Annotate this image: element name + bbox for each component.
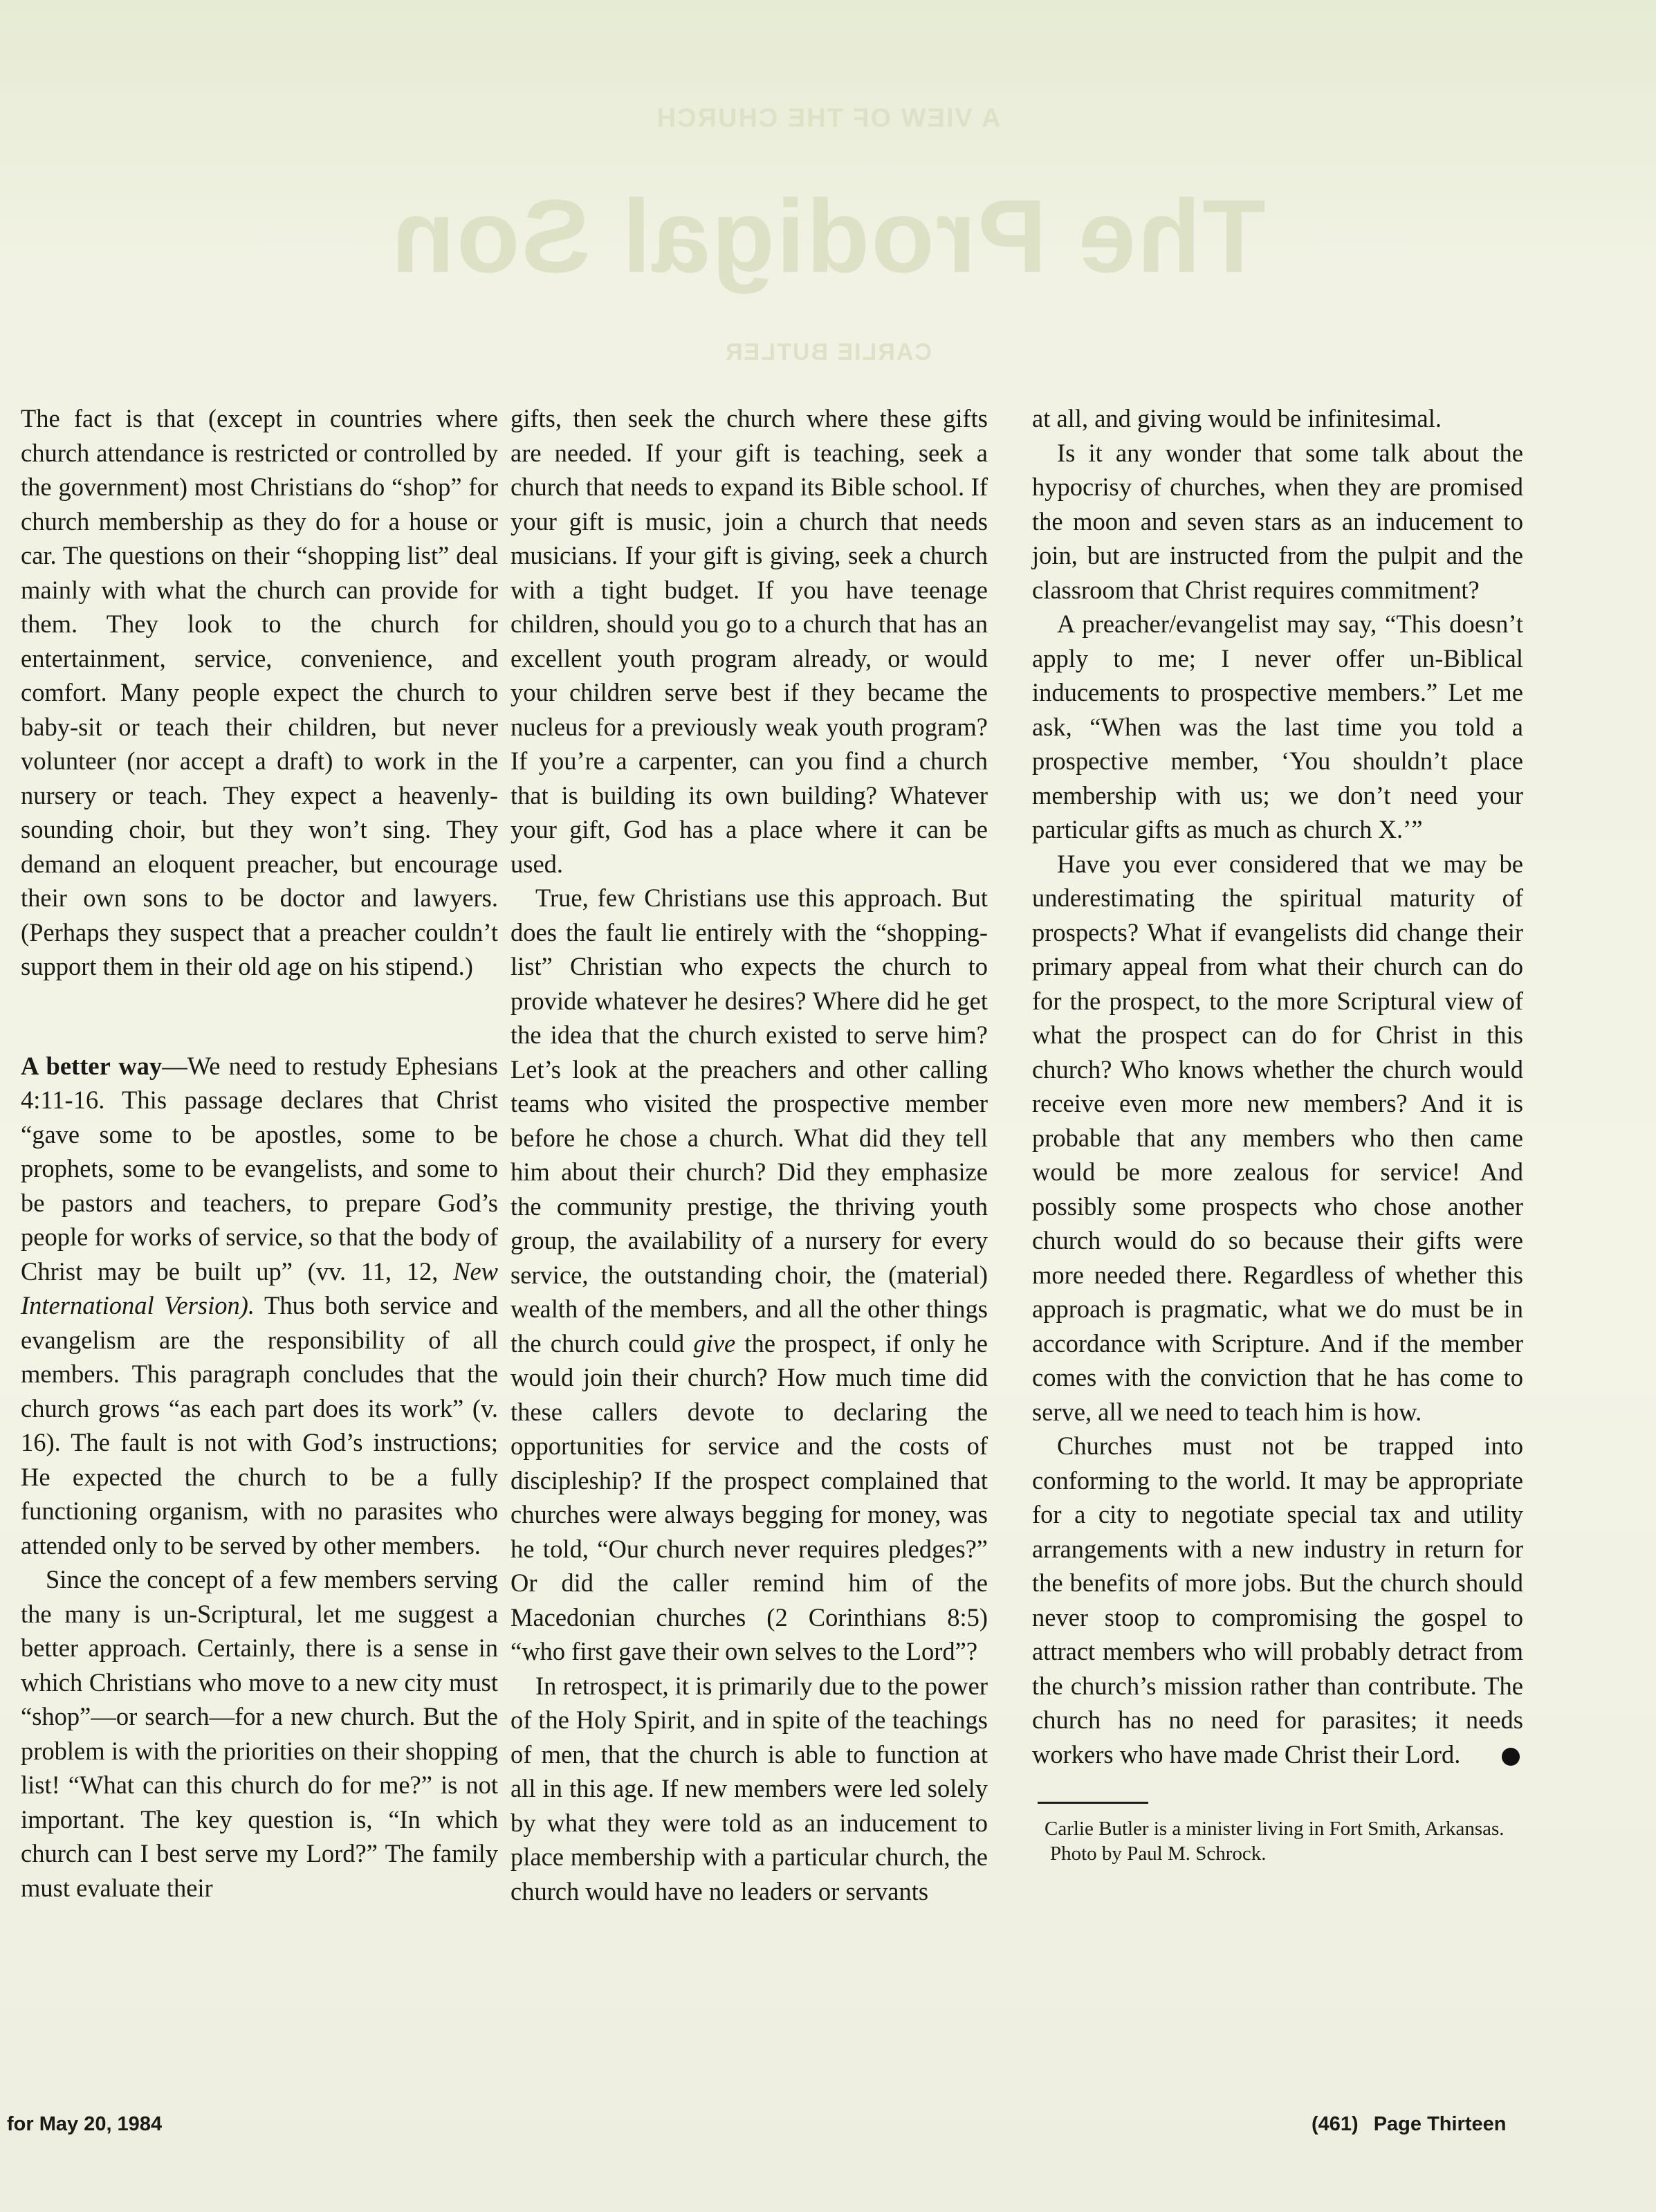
paragraph: gifts, then seek the church where these gifts are needed. If your gift is teaching, seek a church that needs to expand its Bible school. If your gift is music, join a church that needs musicians. If your gift is giving, seek a church with a tight budget. If you have teenage children, should you go to a church that has an excellent youth program already, or would your children serve best if they became the nucleus for a previously weak youth program? If you’re a carpenter, can you find a church that is building its own building? Whatever your gift, God has a place where it can be used. bbox=[510, 404, 988, 878]
paragraph: In retrospect, it is primarily due to the power of the Holy Spirit, and in spite of the teachings of men, that the church is able to function at all in this age. If new members were led solely by what they were told as an inducement to place membership with a particular church, the church would have no leaders or servants bbox=[510, 1671, 988, 1905]
article-column-2 bbox=[510, 401, 988, 1908]
article-column-3 bbox=[1032, 401, 1523, 1866]
paragraph: Is it any wonder that some talk about the hypocrisy of churches, when they are promised the moon and seven stars as an inducement to join, but are instructed from the pulpit and the classroom that Christ requires commitment? bbox=[1032, 438, 1523, 604]
page-name: Page Thirteen bbox=[1373, 2113, 1507, 2135]
ghost-byline: CARLIE BUTLER bbox=[724, 339, 932, 365]
paragraph: Since the concept of a few members serving the many is un-Scriptural, let me suggest a better approach. Certainly, there is a sense in which Christians who move to a new city must “shop”—or search—for a new church. But the problem is with the priorities on their shopping list! “What can this church do for me?” is not important. The key question is, “In which church can I best serve my Lord?” The family must evaluate their bbox=[21, 1565, 498, 1902]
paragraph-text: Churches must not be trapped into conforming to the world. It may be appropriate for a city to negotiate special tax and utility arrangements with a new industry in return for the benefits of more jobs. But the church should never stoop to compromising the gospel to attract members who will probably detract from the church’s mission rather than contribute. The church has no need for parasites; it needs workers who have made Christ their Lord. bbox=[1032, 1432, 1523, 1768]
paragraph: at all, and giving would be infinitesimal. bbox=[1032, 404, 1442, 432]
article-column-1 bbox=[21, 401, 498, 1905]
author-note bbox=[1032, 1816, 1523, 1866]
emphasis-give: give bbox=[693, 1328, 736, 1358]
paragraph bbox=[510, 881, 988, 1669]
bible-version: New International Version). bbox=[21, 1256, 498, 1319]
paragraph: A preacher/evangelist may say, “This doesn’t apply to me; I never offer un-Biblical inducements to prospective members.” Let me ask, “When was the last time you told a prospective member, ‘You shouldn’t place membership with us; we don’t need your particular gifts as much as church X.’” bbox=[1032, 610, 1523, 843]
paragraph-better-way bbox=[21, 1049, 498, 1563]
end-mark-icon bbox=[1502, 1748, 1520, 1766]
paragraph-text: the prospect, if only he would join their church? How much time did these callers devote to declaring the opportunities for service and the costs of discipleship? If the prospect complained that churches were always begging for money, was he told, “Our church never requires pledges?” Or did the caller remind him of the Macedonian churches (2 Corinthians 8:5) “who first gave their own selves to the Lord”? bbox=[510, 1328, 988, 1665]
ghost-kicker: A VIEW OF THE CHURCH bbox=[655, 104, 1001, 133]
paragraph-final bbox=[1032, 1429, 1523, 1771]
footer-date: for May 20, 1984 bbox=[7, 2113, 163, 2135]
photo-credit: Photo by Paul M. Schrock. bbox=[1050, 1843, 1267, 1865]
paragraph: Have you ever considered that we may be underestimating the spiritual maturity of prospects? What if evangelists did change their primary appeal from what their church can do for the prospect, to the more Scriptural view of what the prospect can do for Christ in this church? Who knows whether the church would receive even more new members? And it is probable that any members who then came would be more zealous for service! And possibly some prospects who chose another church would do so because their gifts were more needed there. Regardless of whether this approach is pragmatic, what we do must be in accordance with Scripture. And if the member comes with the conviction that he has come to serve, all we need to teach him is how. bbox=[1032, 849, 1523, 1426]
author-bio: Carlie Butler is a minister living in Fort Smith, Arkansas. bbox=[1045, 1818, 1505, 1840]
paragraph: The fact is that (except in countries where church attendance is restricted or controlled by the government) most Christians do “shop” for church membership as they do for a house or car. The questions on their “shopping list” deal mainly with what the church can provide for them. They look to the church for entertainment, service, convenience, and comfort. Many people expect the church to baby-sit or teach their children, but never volunteer (nor accept a draft) to work in the nursery or teach. They expect a heavenly-sounding choir, but they won’t sing. They demand an eloquent preacher, but encourage their own sons to be doctor and lawyers. (Perhaps they suspect that a preacher couldn’t support them in their old age on his stipend.) bbox=[21, 404, 498, 980]
divider bbox=[1038, 1802, 1148, 1804]
paragraph-text: Thus both service and evangelism are the responsibility of all members. This paragraph concludes that the church grows “as each part does its work” (v. 16). The fault is not with God’s instructions; He expected the church to be a fully functioning organism, with no parasites who attended only to be served by other members. bbox=[21, 1291, 498, 1560]
paragraph-text: True, few Christians use this approach. But does the fault lie entirely with the “shopping-list” Christian who expects the church to provide whatever he desires? Where did he get the idea that the church existed to serve him? Let’s look at the preachers and other calling teams who visited the prospective member before he chose a church. What did they tell him about their church? Did they emphasize the community prestige, the thriving youth group, the availability of a nursery for every service, the outstanding choir, the (material) wealth of the members, and all the other things the church could bbox=[510, 884, 988, 1358]
footer-page bbox=[1312, 2113, 1506, 2136]
run-in-heading: A better way bbox=[21, 1051, 163, 1080]
page-code: (461) bbox=[1312, 2113, 1359, 2135]
ghost-title: The Prodigal Son bbox=[390, 178, 1266, 294]
paragraph-text: —We need to restudy Ephesians 4:11-16. This passage declares that Christ “gave some to be apostles, some to be prophets, some to be evangelists, and some to be pastors and teachers, to prepare God’s people for works of service, so that the body of Christ may be built up” (vv. 11, 12, bbox=[21, 1051, 498, 1286]
